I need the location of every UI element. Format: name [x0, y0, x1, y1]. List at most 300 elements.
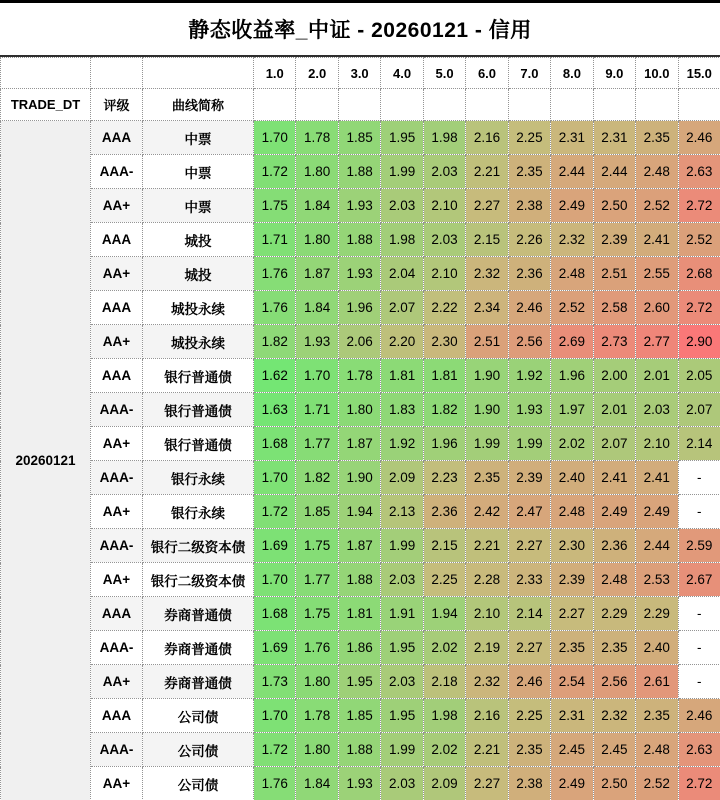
curve-cell: 公司债	[143, 699, 254, 733]
yield-value-cell: 1.75	[296, 529, 338, 563]
yield-value-cell: 1.69	[254, 529, 296, 563]
yield-value-cell: 1.98	[381, 223, 423, 257]
yield-value-cell: 1.84	[296, 767, 338, 800]
yield-value-cell: 1.70	[254, 461, 296, 495]
corner-empty-cell	[143, 58, 254, 89]
yield-value-cell: 2.36	[593, 529, 635, 563]
yield-value-cell: 2.35	[508, 733, 550, 767]
yield-value-cell: 1.80	[296, 155, 338, 189]
yield-value-cell: 2.36	[423, 495, 465, 529]
yield-value-cell: 1.95	[381, 121, 423, 155]
yield-value-cell: 2.15	[423, 529, 465, 563]
table-row	[1, 393, 720, 427]
yield-value-cell: 1.96	[423, 427, 465, 461]
yield-value-cell: 2.04	[381, 257, 423, 291]
trade-dt-cell: 20260121	[1, 121, 91, 800]
corner-empty-cell	[1, 58, 91, 89]
yield-value-cell: 2.35	[508, 155, 550, 189]
tenor-header: 10.0	[636, 58, 678, 89]
yield-value-cell: 1.62	[254, 359, 296, 393]
rating-cell: AAA-	[91, 155, 143, 189]
table-row	[1, 189, 720, 223]
yield-value-cell: 1.92	[508, 359, 550, 393]
yield-value-cell: 1.81	[381, 359, 423, 393]
curve-cell: 中票	[143, 155, 254, 189]
yield-value-cell: 2.10	[423, 189, 465, 223]
missing-value-cell: -	[678, 495, 720, 529]
yield-value-cell: 1.84	[296, 189, 338, 223]
yield-value-cell: 2.28	[466, 563, 508, 597]
yield-value-cell: 1.77	[296, 427, 338, 461]
header-empty-cell	[296, 89, 338, 121]
curve-cell: 银行普通债	[143, 393, 254, 427]
yield-value-cell: 1.90	[338, 461, 380, 495]
tenor-header: 8.0	[551, 58, 593, 89]
yield-value-cell: 1.80	[296, 665, 338, 699]
yield-value-cell: 2.03	[381, 767, 423, 800]
yield-value-cell: 2.48	[551, 257, 593, 291]
curve-cell: 银行永续	[143, 461, 254, 495]
yield-value-cell: 1.70	[254, 699, 296, 733]
rating-cell: AAA	[91, 291, 143, 325]
yield-value-cell: 2.49	[593, 495, 635, 529]
yield-value-cell: 2.16	[466, 121, 508, 155]
yield-value-cell: 1.69	[254, 631, 296, 665]
yield-value-cell: 2.52	[636, 189, 678, 223]
yield-value-cell: 2.34	[466, 291, 508, 325]
yield-value-cell: 2.48	[636, 155, 678, 189]
yield-value-cell: 2.10	[466, 597, 508, 631]
yield-value-cell: 1.99	[381, 155, 423, 189]
table-row	[1, 359, 720, 393]
rating-cell: AAA-	[91, 631, 143, 665]
rating-cell: AAA	[91, 223, 143, 257]
yield-value-cell: 2.46	[678, 699, 720, 733]
yield-value-cell: 2.35	[636, 699, 678, 733]
table-row	[1, 461, 720, 495]
yield-value-cell: 1.95	[338, 665, 380, 699]
yield-value-cell: 1.76	[254, 257, 296, 291]
yield-value-cell: 2.73	[593, 325, 635, 359]
header-empty-cell	[254, 89, 296, 121]
yield-value-cell: 1.87	[338, 529, 380, 563]
yield-value-cell: 2.41	[593, 461, 635, 495]
rating-cell: AAA	[91, 699, 143, 733]
yield-value-cell: 2.59	[678, 529, 720, 563]
yield-value-cell: 2.45	[593, 733, 635, 767]
curve-cell: 城投永续	[143, 325, 254, 359]
yield-value-cell: 1.84	[296, 291, 338, 325]
yield-value-cell: 2.54	[551, 665, 593, 699]
yield-value-cell: 2.23	[423, 461, 465, 495]
yield-value-cell: 2.22	[423, 291, 465, 325]
curve-cell: 券商普通债	[143, 665, 254, 699]
yield-value-cell: 2.56	[508, 325, 550, 359]
yield-value-cell: 1.76	[254, 767, 296, 800]
table-row	[1, 699, 720, 733]
yield-value-cell: 1.82	[423, 393, 465, 427]
curve-cell: 银行普通债	[143, 359, 254, 393]
yield-value-cell: 1.96	[338, 291, 380, 325]
yield-value-cell: 1.94	[423, 597, 465, 631]
yield-value-cell: 2.35	[551, 631, 593, 665]
yield-value-cell: 2.51	[466, 325, 508, 359]
yield-value-cell: 1.88	[338, 563, 380, 597]
yield-value-cell: 1.90	[466, 393, 508, 427]
yield-value-cell: 1.85	[338, 121, 380, 155]
yield-value-cell: 2.03	[636, 393, 678, 427]
yield-value-cell: 2.25	[423, 563, 465, 597]
table-row	[1, 631, 720, 665]
yield-value-cell: 2.49	[551, 189, 593, 223]
yield-value-cell: 2.53	[636, 563, 678, 597]
yield-value-cell: 1.99	[466, 427, 508, 461]
yield-value-cell: 1.80	[296, 733, 338, 767]
yield-value-cell: 2.03	[381, 563, 423, 597]
rating-cell: AA+	[91, 257, 143, 291]
yield-value-cell: 2.05	[678, 359, 720, 393]
yield-value-cell: 1.68	[254, 427, 296, 461]
yield-value-cell: 2.39	[551, 563, 593, 597]
yield-value-cell: 2.14	[508, 597, 550, 631]
table-row	[1, 767, 720, 800]
yield-value-cell: 2.13	[381, 495, 423, 529]
table-row	[1, 223, 720, 257]
corner-empty-cell	[91, 58, 143, 89]
curve-cell: 公司债	[143, 733, 254, 767]
yield-value-cell: 1.82	[254, 325, 296, 359]
yield-value-cell: 2.29	[636, 597, 678, 631]
yield-value-cell: 2.32	[593, 699, 635, 733]
yield-value-cell: 1.73	[254, 665, 296, 699]
yield-value-cell: 1.98	[423, 699, 465, 733]
yield-value-cell: 2.67	[678, 563, 720, 597]
yield-value-cell: 1.93	[338, 767, 380, 800]
yield-value-cell: 1.76	[254, 291, 296, 325]
yield-value-cell: 2.51	[593, 257, 635, 291]
yield-value-cell: 1.71	[296, 393, 338, 427]
yield-value-cell: 2.19	[466, 631, 508, 665]
table-row	[1, 325, 720, 359]
yield-value-cell: 2.72	[678, 767, 720, 800]
yield-value-cell: 2.21	[466, 155, 508, 189]
yield-value-cell: 2.32	[466, 257, 508, 291]
yield-value-cell: 2.29	[593, 597, 635, 631]
trade-dt-header: TRADE_DT	[1, 89, 91, 121]
yield-value-cell: 2.03	[423, 223, 465, 257]
yield-value-cell: 2.49	[636, 495, 678, 529]
yield-value-cell: 2.47	[508, 495, 550, 529]
curve-cell: 银行永续	[143, 495, 254, 529]
curve-cell: 银行普通债	[143, 427, 254, 461]
header-empty-cell	[593, 89, 635, 121]
yield-value-cell: 2.25	[508, 699, 550, 733]
yield-value-cell: 1.75	[254, 189, 296, 223]
yield-value-cell: 2.48	[636, 733, 678, 767]
yield-value-cell: 2.09	[423, 767, 465, 800]
tenor-header: 1.0	[254, 58, 296, 89]
yield-value-cell: 1.78	[296, 121, 338, 155]
yield-value-cell: 2.55	[636, 257, 678, 291]
yield-value-cell: 2.41	[636, 461, 678, 495]
table-header	[1, 58, 720, 121]
table-row	[1, 529, 720, 563]
curve-cell: 城投永续	[143, 291, 254, 325]
yield-value-cell: 2.61	[636, 665, 678, 699]
table-row	[1, 495, 720, 529]
yield-value-cell: 2.21	[466, 733, 508, 767]
tenor-header: 4.0	[381, 58, 423, 89]
yield-value-cell: 2.72	[678, 189, 720, 223]
tenor-header: 9.0	[593, 58, 635, 89]
yield-value-cell: 2.46	[678, 121, 720, 155]
yield-value-cell: 2.48	[593, 563, 635, 597]
yield-value-cell: 1.80	[338, 393, 380, 427]
table-body	[1, 121, 720, 800]
curve-header: 曲线简称	[143, 89, 254, 121]
yield-value-cell: 2.01	[636, 359, 678, 393]
yield-value-cell: 1.86	[338, 631, 380, 665]
yield-value-cell: 1.94	[338, 495, 380, 529]
table-row	[1, 257, 720, 291]
table-row	[1, 155, 720, 189]
yield-value-cell: 2.03	[381, 189, 423, 223]
yield-value-cell: 1.80	[296, 223, 338, 257]
yield-value-cell: 2.00	[593, 359, 635, 393]
yield-value-cell: 2.27	[508, 631, 550, 665]
yield-value-cell: 1.95	[381, 631, 423, 665]
yield-value-cell: 2.36	[508, 257, 550, 291]
yield-value-cell: 2.40	[551, 461, 593, 495]
yield-value-cell: 1.78	[338, 359, 380, 393]
report-title: 静态收益率_中证 - 20260121 - 信用	[0, 0, 720, 57]
rating-cell: AA+	[91, 563, 143, 597]
yield-value-cell: 2.68	[678, 257, 720, 291]
yield-value-cell: 1.63	[254, 393, 296, 427]
yield-value-cell: 2.63	[678, 733, 720, 767]
rating-cell: AAA-	[91, 529, 143, 563]
yield-value-cell: 2.10	[636, 427, 678, 461]
yield-value-cell: 2.48	[551, 495, 593, 529]
yield-value-cell: 2.49	[551, 767, 593, 800]
yield-value-cell: 2.77	[636, 325, 678, 359]
yield-value-cell: 2.38	[508, 767, 550, 800]
yield-value-cell: 2.46	[508, 291, 550, 325]
yield-value-cell: 1.96	[551, 359, 593, 393]
rating-cell: AA+	[91, 495, 143, 529]
yield-value-cell: 1.70	[254, 563, 296, 597]
header-empty-cell	[551, 89, 593, 121]
rating-cell: AAA	[91, 597, 143, 631]
table-row	[1, 733, 720, 767]
yield-value-cell: 2.20	[381, 325, 423, 359]
curve-cell: 中票	[143, 121, 254, 155]
curve-cell: 银行二级资本债	[143, 529, 254, 563]
tenor-header: 3.0	[338, 58, 380, 89]
header-empty-cell	[678, 89, 720, 121]
yield-value-cell: 2.10	[423, 257, 465, 291]
table-row	[1, 427, 720, 461]
curve-cell: 城投	[143, 257, 254, 291]
yield-value-cell: 2.31	[551, 699, 593, 733]
yield-value-cell: 2.02	[423, 631, 465, 665]
curve-cell: 公司债	[143, 767, 254, 800]
yield-value-cell: 1.91	[381, 597, 423, 631]
yield-value-cell: 1.81	[423, 359, 465, 393]
yield-value-cell: 2.44	[551, 155, 593, 189]
yield-value-cell: 1.83	[381, 393, 423, 427]
yield-value-cell: 2.15	[466, 223, 508, 257]
yield-value-cell: 2.90	[678, 325, 720, 359]
yield-value-cell: 1.99	[381, 529, 423, 563]
yield-value-cell: 2.30	[423, 325, 465, 359]
tenor-header: 2.0	[296, 58, 338, 89]
yield-value-cell: 2.21	[466, 529, 508, 563]
yield-value-cell: 1.77	[296, 563, 338, 597]
yield-value-cell: 2.09	[381, 461, 423, 495]
yield-value-cell: 2.63	[678, 155, 720, 189]
yield-value-cell: 2.14	[678, 427, 720, 461]
yield-value-cell: 1.87	[296, 257, 338, 291]
yield-value-cell: 2.32	[551, 223, 593, 257]
yield-value-cell: 2.27	[508, 529, 550, 563]
rating-cell: AA+	[91, 325, 143, 359]
header-empty-cell	[423, 89, 465, 121]
corner-header-row	[1, 89, 720, 121]
yield-value-cell: 1.87	[338, 427, 380, 461]
rating-header: 评级	[91, 89, 143, 121]
yield-value-cell: 2.27	[466, 189, 508, 223]
yield-value-cell: 2.41	[636, 223, 678, 257]
yield-value-cell: 1.88	[338, 223, 380, 257]
yield-value-cell: 2.16	[466, 699, 508, 733]
yield-value-cell: 2.52	[551, 291, 593, 325]
table-row	[1, 291, 720, 325]
yield-value-cell: 1.78	[296, 699, 338, 733]
yield-value-cell: 2.60	[636, 291, 678, 325]
yield-value-cell: 1.93	[508, 393, 550, 427]
yield-value-cell: 1.71	[254, 223, 296, 257]
yield-value-cell: 1.93	[338, 257, 380, 291]
yield-value-cell: 2.07	[593, 427, 635, 461]
yield-value-cell: 2.42	[466, 495, 508, 529]
yield-value-cell: 2.38	[508, 189, 550, 223]
missing-value-cell: -	[678, 597, 720, 631]
header-empty-cell	[636, 89, 678, 121]
yield-value-cell: 2.03	[381, 665, 423, 699]
tenor-header-row	[1, 58, 720, 89]
rating-cell: AA+	[91, 767, 143, 800]
yield-value-cell: 2.01	[593, 393, 635, 427]
yield-value-cell: 1.98	[423, 121, 465, 155]
yield-value-cell: 2.25	[508, 121, 550, 155]
yield-value-cell: 2.46	[508, 665, 550, 699]
yield-value-cell: 1.70	[254, 121, 296, 155]
curve-cell: 银行二级资本债	[143, 563, 254, 597]
yield-value-cell: 2.02	[551, 427, 593, 461]
yield-value-cell: 1.99	[381, 733, 423, 767]
yield-value-cell: 2.03	[423, 155, 465, 189]
yield-value-cell: 2.39	[508, 461, 550, 495]
tenor-header: 15.0	[678, 58, 720, 89]
yield-value-cell: 1.75	[296, 597, 338, 631]
yield-value-cell: 2.50	[593, 189, 635, 223]
yield-value-cell: 1.95	[381, 699, 423, 733]
yield-value-cell: 1.92	[381, 427, 423, 461]
yield-value-cell: 2.69	[551, 325, 593, 359]
yield-value-cell: 1.68	[254, 597, 296, 631]
header-empty-cell	[338, 89, 380, 121]
yield-value-cell: 2.02	[423, 733, 465, 767]
yield-value-cell: 1.93	[338, 189, 380, 223]
rating-cell: AAA-	[91, 393, 143, 427]
yield-value-cell: 2.27	[466, 767, 508, 800]
yield-value-cell: 1.72	[254, 495, 296, 529]
yield-value-cell: 2.35	[466, 461, 508, 495]
tenor-header: 6.0	[466, 58, 508, 89]
yield-value-cell: 1.90	[466, 359, 508, 393]
yield-value-cell: 2.40	[636, 631, 678, 665]
yield-value-cell: 2.72	[678, 291, 720, 325]
missing-value-cell: -	[678, 631, 720, 665]
yield-value-cell: 1.82	[296, 461, 338, 495]
yield-value-cell: 2.50	[593, 767, 635, 800]
yield-value-cell: 2.56	[593, 665, 635, 699]
yield-heatmap-table	[0, 57, 720, 800]
missing-value-cell: -	[678, 665, 720, 699]
rating-cell: AA+	[91, 665, 143, 699]
yield-value-cell: 2.33	[508, 563, 550, 597]
yield-value-cell: 1.97	[551, 393, 593, 427]
header-empty-cell	[466, 89, 508, 121]
yield-value-cell: 1.99	[508, 427, 550, 461]
yield-value-cell: 1.88	[338, 155, 380, 189]
curve-cell: 券商普通债	[143, 597, 254, 631]
rating-cell: AAA-	[91, 733, 143, 767]
rating-cell: AA+	[91, 189, 143, 223]
yield-value-cell: 2.26	[508, 223, 550, 257]
yield-value-cell: 1.72	[254, 155, 296, 189]
missing-value-cell: -	[678, 461, 720, 495]
rating-cell: AAA	[91, 121, 143, 155]
yield-value-cell: 2.31	[593, 121, 635, 155]
yield-value-cell: 2.44	[636, 529, 678, 563]
yield-value-cell: 1.88	[338, 733, 380, 767]
yield-value-cell: 2.30	[551, 529, 593, 563]
table-row	[1, 121, 720, 155]
yield-value-cell: 2.06	[338, 325, 380, 359]
yield-value-cell: 2.31	[551, 121, 593, 155]
yield-value-cell: 2.58	[593, 291, 635, 325]
curve-cell: 城投	[143, 223, 254, 257]
yield-value-cell: 2.35	[636, 121, 678, 155]
yield-value-cell: 2.07	[678, 393, 720, 427]
table-row	[1, 665, 720, 699]
yield-value-cell: 1.70	[296, 359, 338, 393]
yield-value-cell: 2.52	[636, 767, 678, 800]
yield-value-cell: 2.52	[678, 223, 720, 257]
header-empty-cell	[381, 89, 423, 121]
yield-value-cell: 2.45	[551, 733, 593, 767]
rating-cell: AAA	[91, 359, 143, 393]
yield-value-cell: 2.27	[551, 597, 593, 631]
yield-value-cell: 2.18	[423, 665, 465, 699]
yield-value-cell: 1.85	[296, 495, 338, 529]
yield-value-cell: 2.35	[593, 631, 635, 665]
yield-value-cell: 1.76	[296, 631, 338, 665]
yield-value-cell: 1.72	[254, 733, 296, 767]
yield-value-cell: 2.39	[593, 223, 635, 257]
